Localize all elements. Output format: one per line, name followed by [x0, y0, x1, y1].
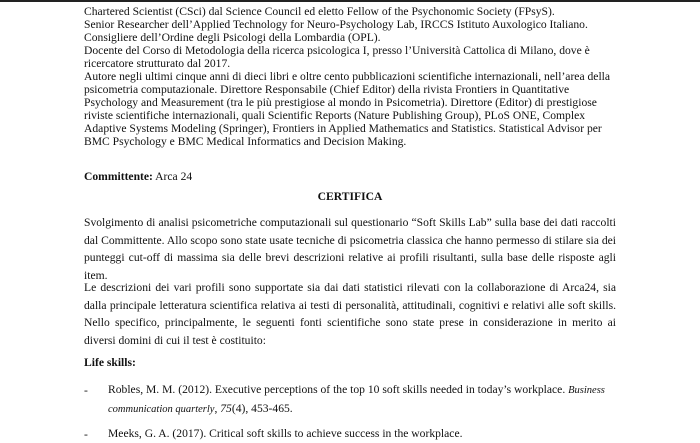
reference-volume: 75 — [220, 401, 232, 415]
certifica-heading: CERTIFICA — [317, 190, 383, 203]
bio-line: Psychology and Measurement (tra le più prestigiose al mondo in Psicometria). Direttore (Editor) di prestigiose — [84, 96, 597, 109]
reference-item: Robles, M. M. (2012). Executive perceptions of the top 10 soft skills needed in today’s workplace. Business communication quarterly, 75(4), 453-465. — [108, 383, 605, 415]
bio-line: Senior Researcher dell’Applied Technology for Neuro-Psychology Lab, IRCCS Istituto Auxologico Italiano. — [84, 18, 588, 31]
committente-label: Committente: — [84, 170, 153, 183]
bio-line: ricercatore strutturato dal 2017. — [84, 57, 231, 70]
reference-text: Robles, M. M. (2012). Executive perceptions of the top 10 soft skills needed in today’s workplace. — [108, 383, 566, 396]
paragraph-2: Le descrizioni dei vari profili sono supportate sia dai dati statistici rilevati con la collaborazione di Arca24, sia dalla principale letteratura scientifica relativa ai testi di personalità, attitudinali, cognitivi e relativi alle soft skills. Nello specifico, principalmente, le seguenti fonti scientifiche sono state prese in considerazione in merito ai diversi domini di cui il test è costituito: — [84, 281, 616, 347]
bio-line: Autore negli ultimi cinque anni di dieci libri e oltre cento pubblicazioni scientifiche internazionali, nell’area della — [84, 70, 611, 83]
life-skills-heading: Life skills: — [84, 356, 136, 369]
paragraph-1: Svolgimento di analisi psicometriche computazionali sul questionario “Soft Skills Lab” sulla base dei dati raccolti dal Committente. Allo scopo sono state usate tecniche di psicometria classica che hanno permesso di stilare sia dei punteggi cut-off di massima sia delle brevi descrizioni relative ai profili risultanti, sulla base delle risposte agli item. — [84, 216, 616, 282]
bio-line: riviste scientifiche internazionali, quali Scientific Reports (Nature Publishing Group), PLoS ONE, Complex — [84, 109, 586, 122]
list-bullet: - — [84, 428, 88, 441]
bio-line: Consigliere dell’Ordine degli Psicologi della Lombardia (OPL). — [84, 31, 381, 44]
committente-line — [84, 170, 192, 183]
reference-item — [108, 425, 616, 443]
bio-line: Docente del Corso di Metodologia della ricerca psicologica I, presso l’Università Cattolica di Milano, dove è — [84, 44, 590, 57]
top-rule — [0, 0, 700, 2]
bio-line: Adaptive Systems Modeling (Springer), Frontiers in Applied Mathematics and Statistics. Statistical Advisor per — [84, 122, 602, 135]
bio-line: Chartered Scientist (CSci) dal Science Council ed eletto Fellow of the Psychonomic Society (FPsyS). — [84, 5, 555, 18]
reference-journal: Business communication quarterly — [108, 385, 605, 415]
committente-value: Arca 24 — [155, 170, 193, 183]
reference-pages: (4), 453-465. — [231, 401, 293, 415]
list-bullet: - — [84, 384, 88, 397]
bio-line: psicometria computazionale. Direttore Responsabile (Chief Editor) della rivista Frontiers in Quantitative — [84, 83, 570, 96]
bio-line: BMC Psychology e BMC Medical Informatics and Decision Making. — [84, 135, 407, 148]
reference-text: Meeks, G. A. (2017). Critical soft skills to achieve success in the workplace. — [108, 427, 463, 440]
